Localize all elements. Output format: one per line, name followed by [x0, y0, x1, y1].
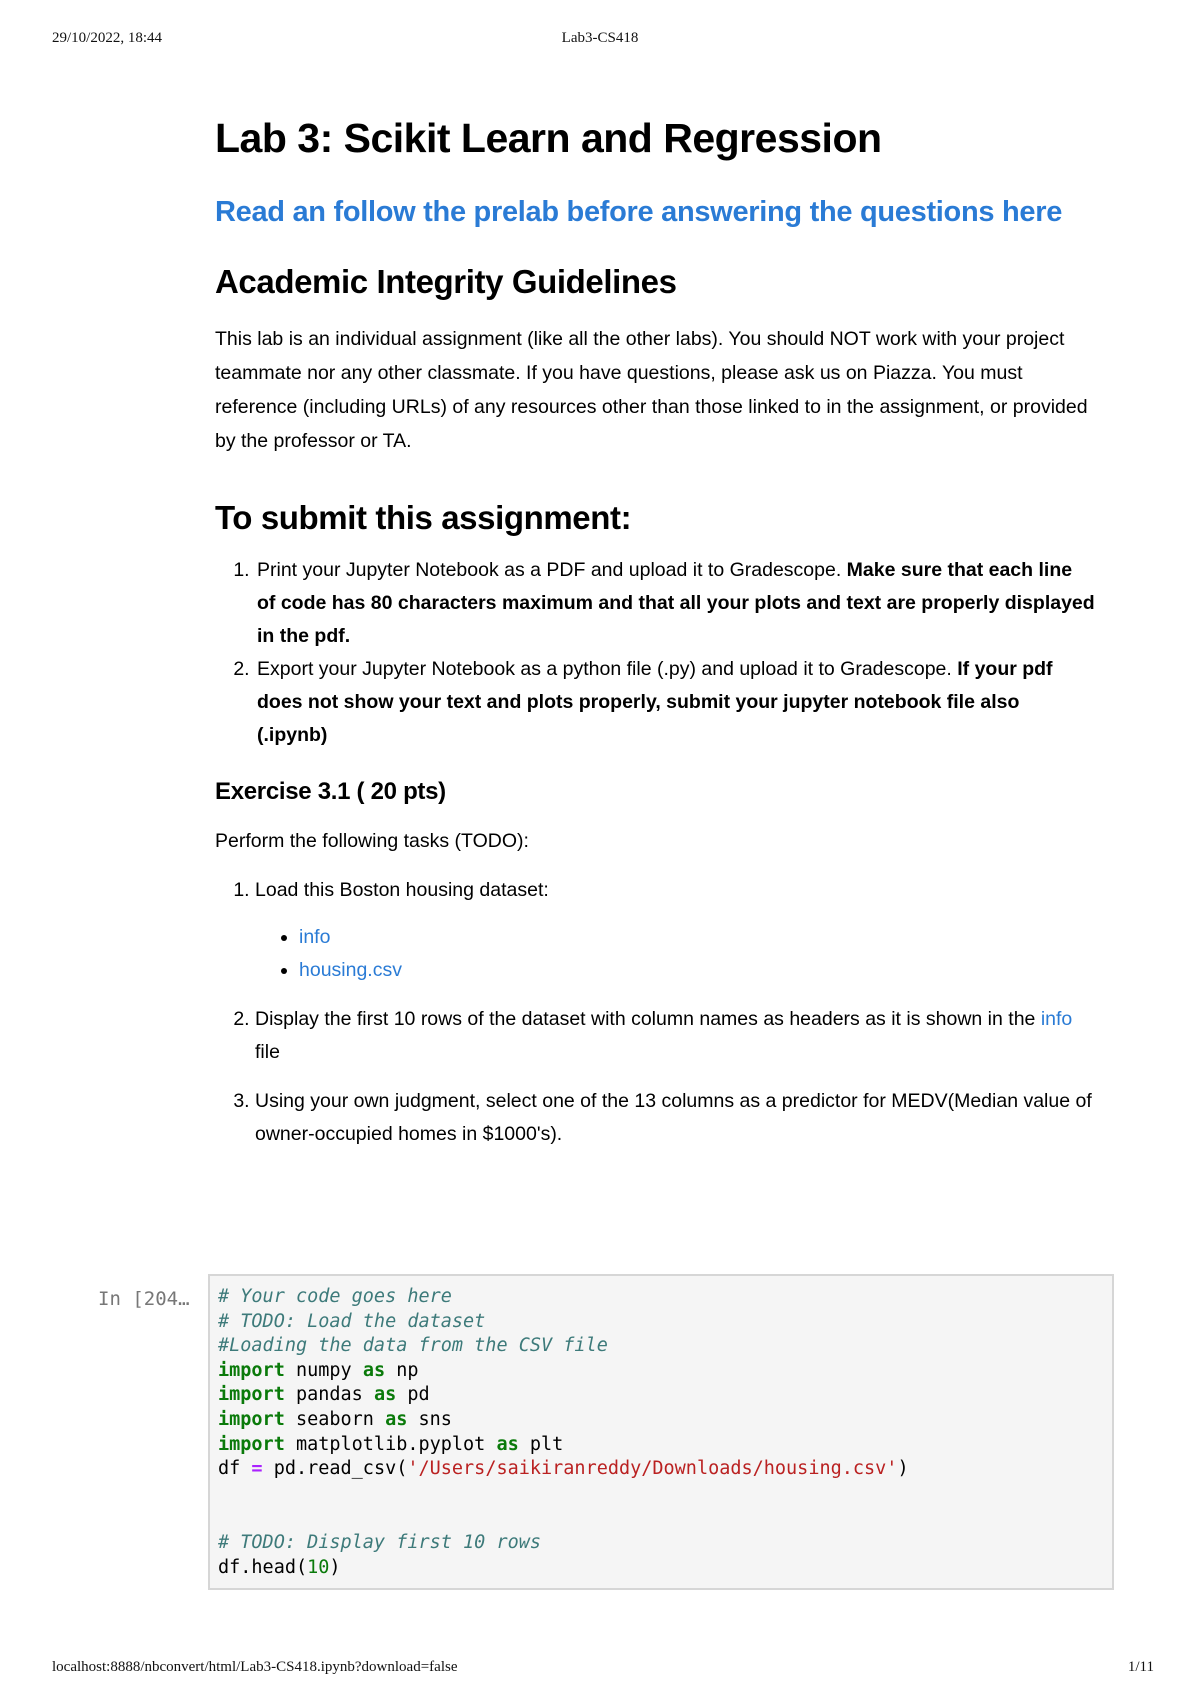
code-paren: )	[329, 1556, 341, 1578]
info-link-inline[interactable]: info	[1040, 1008, 1073, 1030]
print-doc-title: Lab3-CS418	[561, 30, 639, 46]
code-operator: =	[251, 1458, 263, 1480]
list-item	[299, 954, 1095, 987]
integrity-text: This lab is an individual assignment (like all the other labs). You should NOT work with your project teammate nor any other classmate. If you have questions, please ask us on Piazza. You must reference (including URLs) of any resources other than those linked to in the assignment, or provided by the professor or TA.	[215, 328, 1088, 452]
code-keyword: import	[218, 1384, 285, 1406]
code-keyword: as	[362, 1359, 386, 1381]
code-module: matplotlib.pyplot	[295, 1433, 486, 1455]
code-comment: #Loading the data from the CSV file	[218, 1335, 608, 1357]
code-paren: )	[897, 1458, 909, 1480]
notebook-content	[215, 112, 1095, 1167]
task-text: file	[255, 1041, 280, 1063]
code-keyword: as	[385, 1408, 408, 1430]
code-editor[interactable]	[208, 1274, 1114, 1590]
cell-prompt: In [204…	[98, 1288, 190, 1310]
code-number: 10	[307, 1556, 330, 1578]
tasks-list	[215, 874, 1095, 1151]
integrity-heading: Academic Integrity Guidelines	[215, 263, 677, 300]
task-item	[255, 1003, 1095, 1069]
print-datetime: 29/10/2022, 18:44	[52, 30, 163, 46]
code-keyword: import	[218, 1408, 285, 1430]
code-module: numpy	[295, 1359, 352, 1381]
code-variable: df	[218, 1458, 241, 1480]
list-item	[299, 921, 1095, 954]
code-string: '/Users/saikiranreddy/Downloads/housing.csv'	[407, 1458, 898, 1480]
submit-heading: To submit this assignment:	[215, 499, 632, 536]
prelab-link[interactable]: Read an follow the prelab before answering the questions here	[215, 196, 1063, 228]
task-text: Load this Boston housing dataset:	[255, 879, 549, 901]
task-text: Using your own judgment, select one of the 13 columns as a predictor for MEDV(Median value of owner-occupied homes in $1000's).	[255, 1090, 1092, 1145]
code-alias: plt	[529, 1433, 564, 1455]
dataset-links-list	[255, 921, 1095, 987]
code-text	[218, 1285, 1104, 1580]
submit-step-text: Print your Jupyter Notebook as a PDF and upload it to Gradescope.	[257, 559, 847, 581]
code-alias: sns	[418, 1408, 452, 1430]
submit-step-emphasis: If your pdf does not show your text and plots properly, submit your jupyter notebook file also (.ipynb)	[257, 658, 1053, 746]
submit-step-text: Export your Jupyter Notebook as a python file (.py) and upload it to Gradescope.	[257, 658, 958, 680]
info-link[interactable]: info	[299, 926, 331, 948]
code-keyword: as	[373, 1384, 397, 1406]
exercise-heading: Exercise 3.1 ( 20 pts)	[215, 778, 446, 805]
code-alias: pd	[407, 1384, 430, 1406]
submit-steps-list	[215, 554, 1095, 752]
task-item	[255, 874, 1095, 987]
exercise-intro: Perform the following tasks (TODO):	[215, 830, 529, 852]
submit-step	[255, 554, 1095, 653]
task-item	[255, 1085, 1095, 1151]
housing-csv-link[interactable]: housing.csv	[299, 959, 402, 981]
code-keyword: import	[218, 1433, 285, 1455]
notebook-title: Lab 3: Scikit Learn and Regression	[215, 115, 882, 161]
task-text: Display the first 10 rows of the dataset with column names as headers as it is shown in the	[255, 1008, 1041, 1030]
code-call: df.head(	[218, 1556, 308, 1578]
code-alias: np	[396, 1359, 419, 1381]
code-comment: # TODO: Load the dataset	[218, 1310, 486, 1332]
code-module: seaborn	[295, 1408, 374, 1430]
code-keyword: import	[218, 1359, 285, 1381]
code-keyword: as	[496, 1433, 519, 1455]
print-url: localhost:8888/nbconvert/html/Lab3-CS418.ipynb?download=false	[52, 1659, 458, 1675]
code-comment: # TODO: Display first 10 rows	[218, 1531, 542, 1553]
code-module: pandas	[295, 1384, 363, 1406]
code-call: pd.read_csv(	[273, 1458, 408, 1480]
submit-step	[255, 653, 1095, 752]
submit-step-emphasis: Make sure that each line of code has 80 characters maximum and that all your plots and text are properly displayed in the pdf.	[257, 559, 1095, 647]
code-comment: # Your code goes here	[218, 1286, 452, 1307]
print-page-number: 1/11	[1127, 1659, 1154, 1675]
